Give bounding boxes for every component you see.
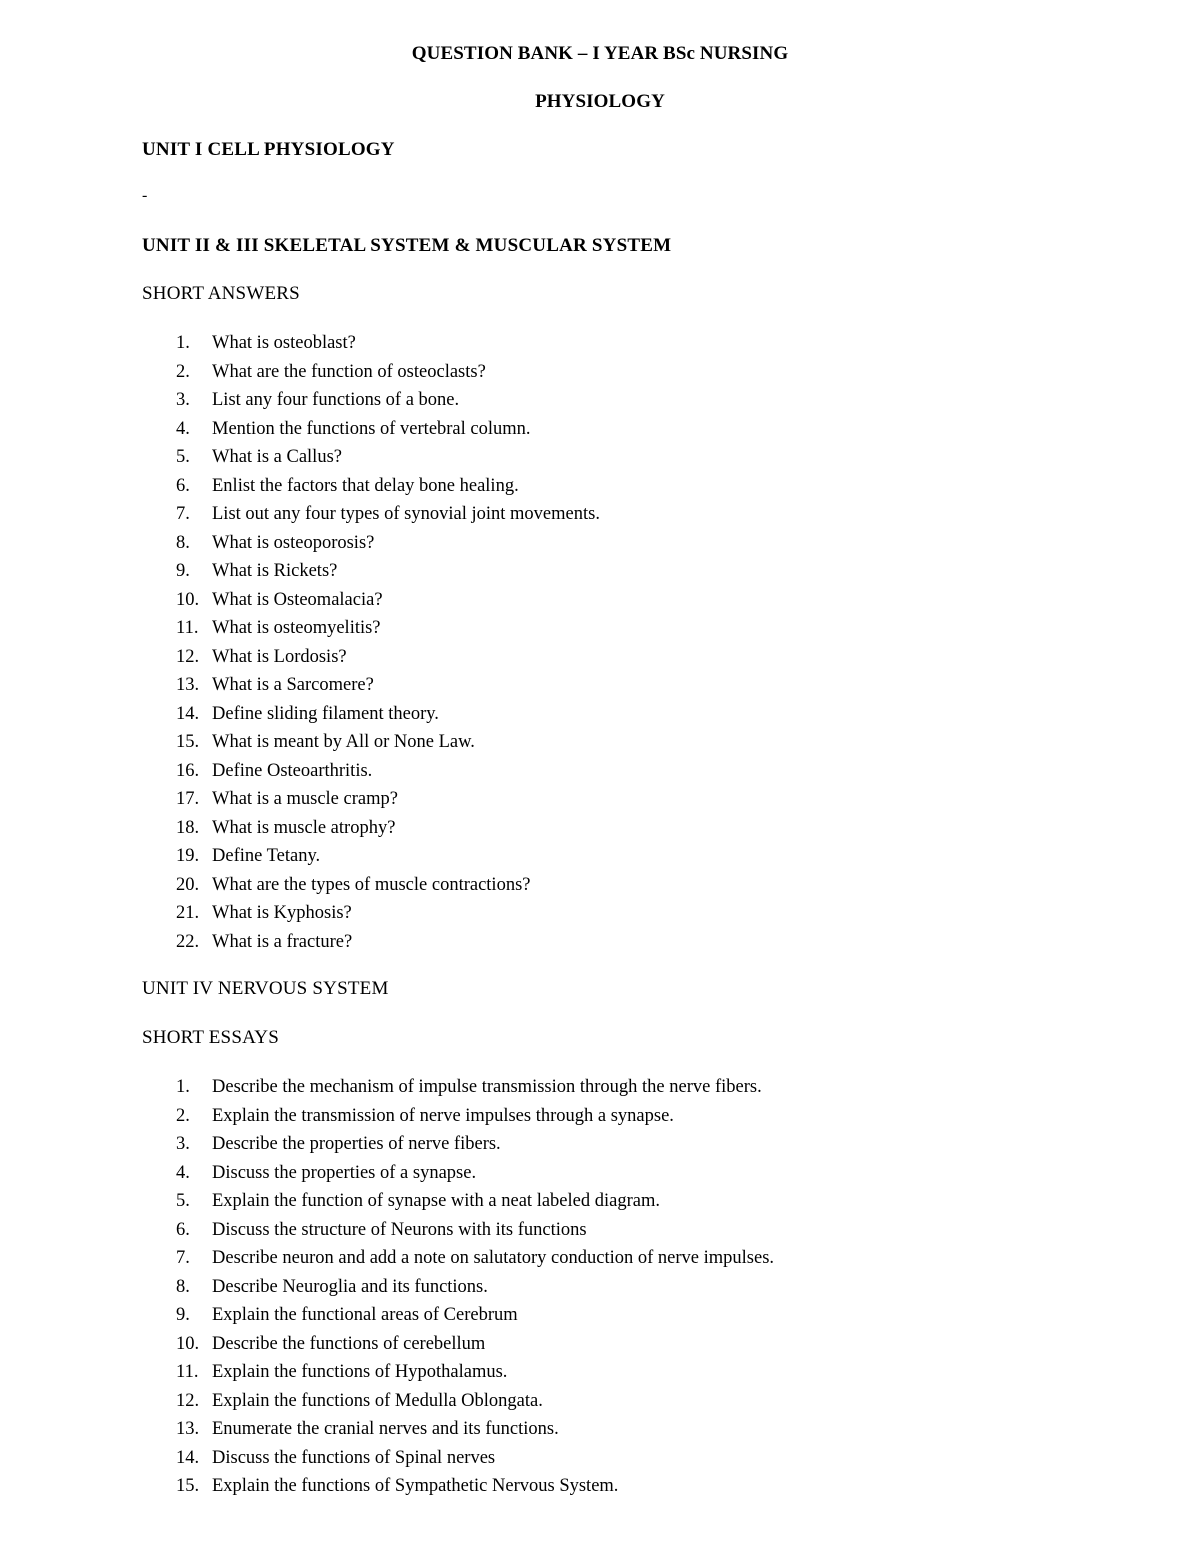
question-number: 12.	[176, 1390, 200, 1411]
question-text: Define sliding filament theory.	[212, 703, 439, 724]
question-number: 13.	[176, 675, 200, 695]
question-text: Describe neuron and add a note on salutatory conduction of nerve impulses.	[212, 1248, 775, 1268]
question-number: 4.	[176, 1162, 190, 1183]
question-number: 17.	[176, 789, 200, 809]
question-text: Mention the functions of vertebral column.	[212, 418, 531, 439]
question-number: 11.	[176, 1362, 199, 1382]
question-text: Describe the properties of nerve fibers.	[212, 1134, 501, 1154]
question-number: 10.	[176, 589, 200, 610]
question-number: 11.	[176, 618, 199, 638]
question-text: What is a fracture?	[212, 931, 353, 952]
question-number: 14.	[176, 703, 200, 724]
question-text: Describe Neuroglia and its functions.	[212, 1276, 488, 1297]
question-text: Explain the functions of Sympathetic Nervous System.	[212, 1476, 619, 1496]
question-text: Discuss the properties of a synapse.	[212, 1162, 477, 1183]
question-number: 3.	[176, 390, 190, 410]
question-number: 2.	[176, 361, 190, 382]
unit2-3-heading: UNIT II & III SKELETAL SYSTEM & MUSCULAR SYSTEM	[142, 235, 672, 256]
question-text: What are the function of osteoclasts?	[212, 361, 486, 382]
question-number: 12.	[176, 646, 200, 667]
question-number: 14.	[176, 1447, 200, 1468]
question-number: 21.	[176, 903, 200, 923]
question-number: 15.	[176, 1476, 200, 1496]
subject-title: PHYSIOLOGY	[535, 91, 665, 112]
question-text: List out any four types of synovial joint movements.	[212, 504, 600, 524]
question-text: What is Kyphosis?	[212, 903, 352, 923]
question-number: 1.	[176, 333, 190, 353]
question-text: What is a muscle cramp?	[212, 789, 398, 809]
question-text: What is Lordosis?	[212, 646, 347, 667]
question-number: 15.	[176, 732, 200, 752]
question-number: 18.	[176, 817, 200, 838]
question-text: Explain the transmission of nerve impulses through a synapse.	[212, 1105, 674, 1126]
question-text: What is osteoblast?	[212, 333, 356, 353]
question-text: What is a Sarcomere?	[212, 675, 374, 695]
question-text: Explain the functional areas of Cerebrum	[212, 1305, 518, 1325]
question-number: 1.	[176, 1077, 190, 1097]
question-text: What is Osteomalacia?	[212, 589, 383, 610]
question-text: What is meant by All or None Law.	[212, 732, 475, 752]
question-number: 9.	[176, 1305, 190, 1325]
question-number: 9.	[176, 561, 190, 581]
question-number: 7.	[176, 504, 190, 524]
question-text: Enumerate the cranial nerves and its functions.	[212, 1419, 559, 1439]
question-number: 8.	[176, 1276, 190, 1297]
unit2-3-subheading: SHORT ANSWERS	[142, 283, 300, 304]
question-text: Explain the functions of Hypothalamus.	[212, 1362, 508, 1382]
question-number: 4.	[176, 418, 190, 439]
question-text: What is osteoporosis?	[212, 532, 375, 553]
unit1-heading: UNIT I CELL PHYSIOLOGY	[142, 139, 395, 160]
question-text: What is osteomyelitis?	[212, 618, 381, 638]
document-title: QUESTION BANK – I YEAR BSc NURSING	[411, 43, 789, 64]
question-number: 6.	[176, 1219, 190, 1240]
question-text: Explain the functions of Medulla Oblongata.	[212, 1390, 543, 1411]
unit4-heading: UNIT IV NERVOUS SYSTEM	[142, 978, 389, 999]
question-text: What is Rickets?	[212, 561, 338, 581]
question-text: Explain the function of synapse with a neat labeled diagram.	[212, 1191, 660, 1211]
question-text: Enlist the factors that delay bone healing.	[212, 475, 519, 496]
question-text: Define Tetany.	[212, 846, 321, 866]
unit1-placeholder: -	[142, 187, 148, 204]
question-text: Discuss the structure of Neurons with its functions	[212, 1219, 587, 1240]
question-text: What are the types of muscle contractions?	[212, 874, 531, 895]
question-text: Describe the mechanism of impulse transmission through the nerve fibers.	[212, 1077, 762, 1097]
question-text: Define Osteoarthritis.	[212, 760, 373, 781]
question-number: 16.	[176, 760, 200, 781]
question-number: 20.	[176, 874, 200, 895]
question-text: Describe the functions of cerebellum	[212, 1333, 486, 1354]
question-number: 13.	[176, 1419, 200, 1439]
question-number: 8.	[176, 532, 190, 553]
question-number: 5.	[176, 1191, 190, 1211]
question-number: 10.	[176, 1333, 200, 1354]
question-text: What is muscle atrophy?	[212, 817, 396, 838]
unit4-subheading: SHORT ESSAYS	[142, 1027, 279, 1048]
question-number: 22.	[176, 931, 200, 952]
question-number: 19.	[176, 846, 200, 866]
question-text: List any four functions of a bone.	[212, 390, 460, 410]
question-text: What is a Callus?	[212, 447, 342, 467]
question-number: 5.	[176, 447, 190, 467]
question-number: 7.	[176, 1248, 190, 1268]
question-text: Discuss the functions of Spinal nerves	[212, 1447, 496, 1468]
question-number: 3.	[176, 1134, 190, 1154]
question-number: 2.	[176, 1105, 190, 1126]
question-number: 6.	[176, 475, 190, 496]
